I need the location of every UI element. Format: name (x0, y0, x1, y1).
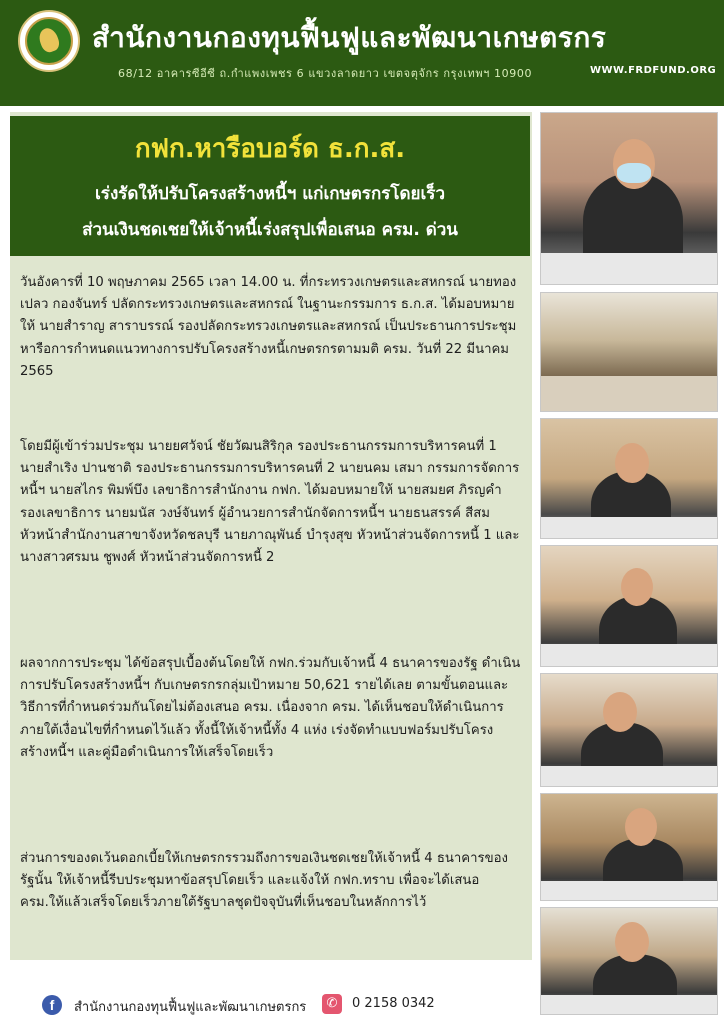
headline-title: กฟก.หารือบอร์ด ธ.ก.ส. (134, 134, 406, 164)
meeting-photo-5 (540, 673, 718, 787)
facebook-page-name[interactable]: สำนักงานกองทุนฟื้นฟูและพัฒนาเกษตรกร (74, 1000, 307, 1015)
photo-desk (541, 644, 717, 666)
article-paragraph-4: ส่วนการของดเว้นดอกเบี้ยให้เกษตรกรรวมถึงการขอเงินชดเชยให้เจ้าหนี้ 4 ธนาคารของรัฐนั้น ให้เจ้าหนี้รีบประชุมหาข้อสรุปโดยเร็ว และแจ้งให้ กฟก.ทราบ เพื่อจะได้เสนอ ครม.ให้แล้วเสร็จโดยเร็วภายใต้รัฐบาลชุดปัจจุบันที่เห็นชอบในหลักการไว้ (20, 851, 508, 911)
headline-box (10, 116, 530, 256)
meeting-photo-3 (540, 418, 718, 539)
photo-face (625, 808, 657, 846)
facebook-icon[interactable]: f (42, 995, 62, 1015)
photo-face (621, 568, 653, 606)
meeting-photo-2 (540, 292, 718, 412)
meeting-photo-6 (540, 793, 718, 901)
article-paragraph-3: ผลจากการประชุม ได้ข้อสรุปเบื้องต้นโดยให้ กฟก.ร่วมกับเจ้าหนี้ 4 ธนาคารของรัฐ ดำเนินการปรับโครงสร้างหนี้ฯ กับเกษตรกรกลุ่มเป้าหมาย 50,621 รายได้เลย ตามขั้นตอนและวิธีการที่กำหนดร่วมกันโดยไม่ต้องเสนอ ครม. เนื่องจาก ครม. ได้เห็นชอบให้ดำเนินการภายใต้เงื่อนไขที่กำหนดไว้แล้ว ทั้งนี้ให้เจ้าหนี้ทั้ง 4 แห่ง เร่งจัดทำแบบฟอร์มปรับโครงสร้างหนี้ฯ และคู่มือดำเนินการให้เสร็จโดยเร็ว (20, 656, 521, 760)
logo-emblem (25, 17, 73, 65)
organization-title: สำนักงานกองทุนฟื้นฟูและพัฒนาเกษตรกร (92, 21, 607, 54)
meeting-photo-1 (540, 112, 718, 285)
meeting-photo-4 (540, 545, 718, 667)
headline-subtitle-1: เร่งรัดให้ปรับโครงสร้างหนี้ฯ แก่เกษตรกรโดยเร็ว (95, 184, 445, 204)
phone-icon: ✆ (322, 994, 342, 1014)
organization-address: 68/12 อาคารซีอีซี ถ.กำแพงเพชร 6 แขวงลาดยาว เขตจตุจักร กรุงเทพฯ 10900 (118, 67, 533, 80)
page-footer (0, 985, 724, 1024)
organization-website: WWW.FRDFUND.ORG (590, 65, 717, 76)
photo-desk (541, 881, 717, 900)
photo-face (615, 922, 649, 962)
article-paragraph-1: วันอังคารที่ 10 พฤษภาคม 2565 เวลา 14.00 น. ที่กระทรวงเกษตรและสหกรณ์ นายทองเปลว กองจันทร์ ปลัดกระทรวงเกษตรและสหกรณ์ ในฐานะกรรมการ ธ.ก.ส. ได้มอบหมายให้ นายสำราญ สาราบรรณ์ รองปลัดกระทรวงเกษตรและสหกรณ์ เป็นประธานการประชุมหารือการกำหนดแนวทางการปรับโครงสร้างหนี้เกษตรกรตามมติ ครม. วันที่ 22 มีนาคม 2565 (20, 275, 517, 379)
photo-desk (541, 766, 717, 786)
frdfund-logo-icon (18, 10, 80, 72)
page-header (0, 0, 724, 106)
photo-desk (541, 517, 717, 538)
photo-face (603, 692, 637, 732)
photo-desk (541, 253, 717, 284)
phone-number[interactable]: 0 2158 0342 (352, 996, 435, 1011)
photo-mask (617, 163, 651, 183)
photo-face (615, 443, 649, 483)
article-paragraph-2: โดยมีผู้เข้าร่วมประชุม นายยศวัจน์ ชัยวัฒนสิริกุล รองประธานกรรมการบริหารคนที่ 1 นายสำเริง ปานชาติ รองประธานกรรมการบริหารคนที่ 2 นายนคม เสมา กรรมการจัดการหนี้ฯ นายสไกร พิมพ์บึง เลขาธิการสำนักงาน กฟก. ได้มอบหมายให้ นายสมยศ ภิรญคำ รองเลขาธิการ นายมนัส วงษ์จันทร์ ผู้อำนวยการสำนักจัดการหนี้ฯ นายธนสรรค์ สีสม หัวหน้าสำนักงานสาขาจังหวัดชลบุรี นายภาณุพันธ์ บำรุงสุข หัวหน้าส่วนจัดการหนี้ 1 และ นางสาวศรมน ชูพงศ์ หัวหน้าส่วนจัดการหนี้ 2 (20, 439, 520, 566)
headline-subtitle-2: ส่วนเงินชดเชยให้เจ้าหนี้เร่งสรุปเพื่อเสนอ ครม. ด่วน (82, 220, 458, 240)
photo-desk (541, 376, 717, 411)
